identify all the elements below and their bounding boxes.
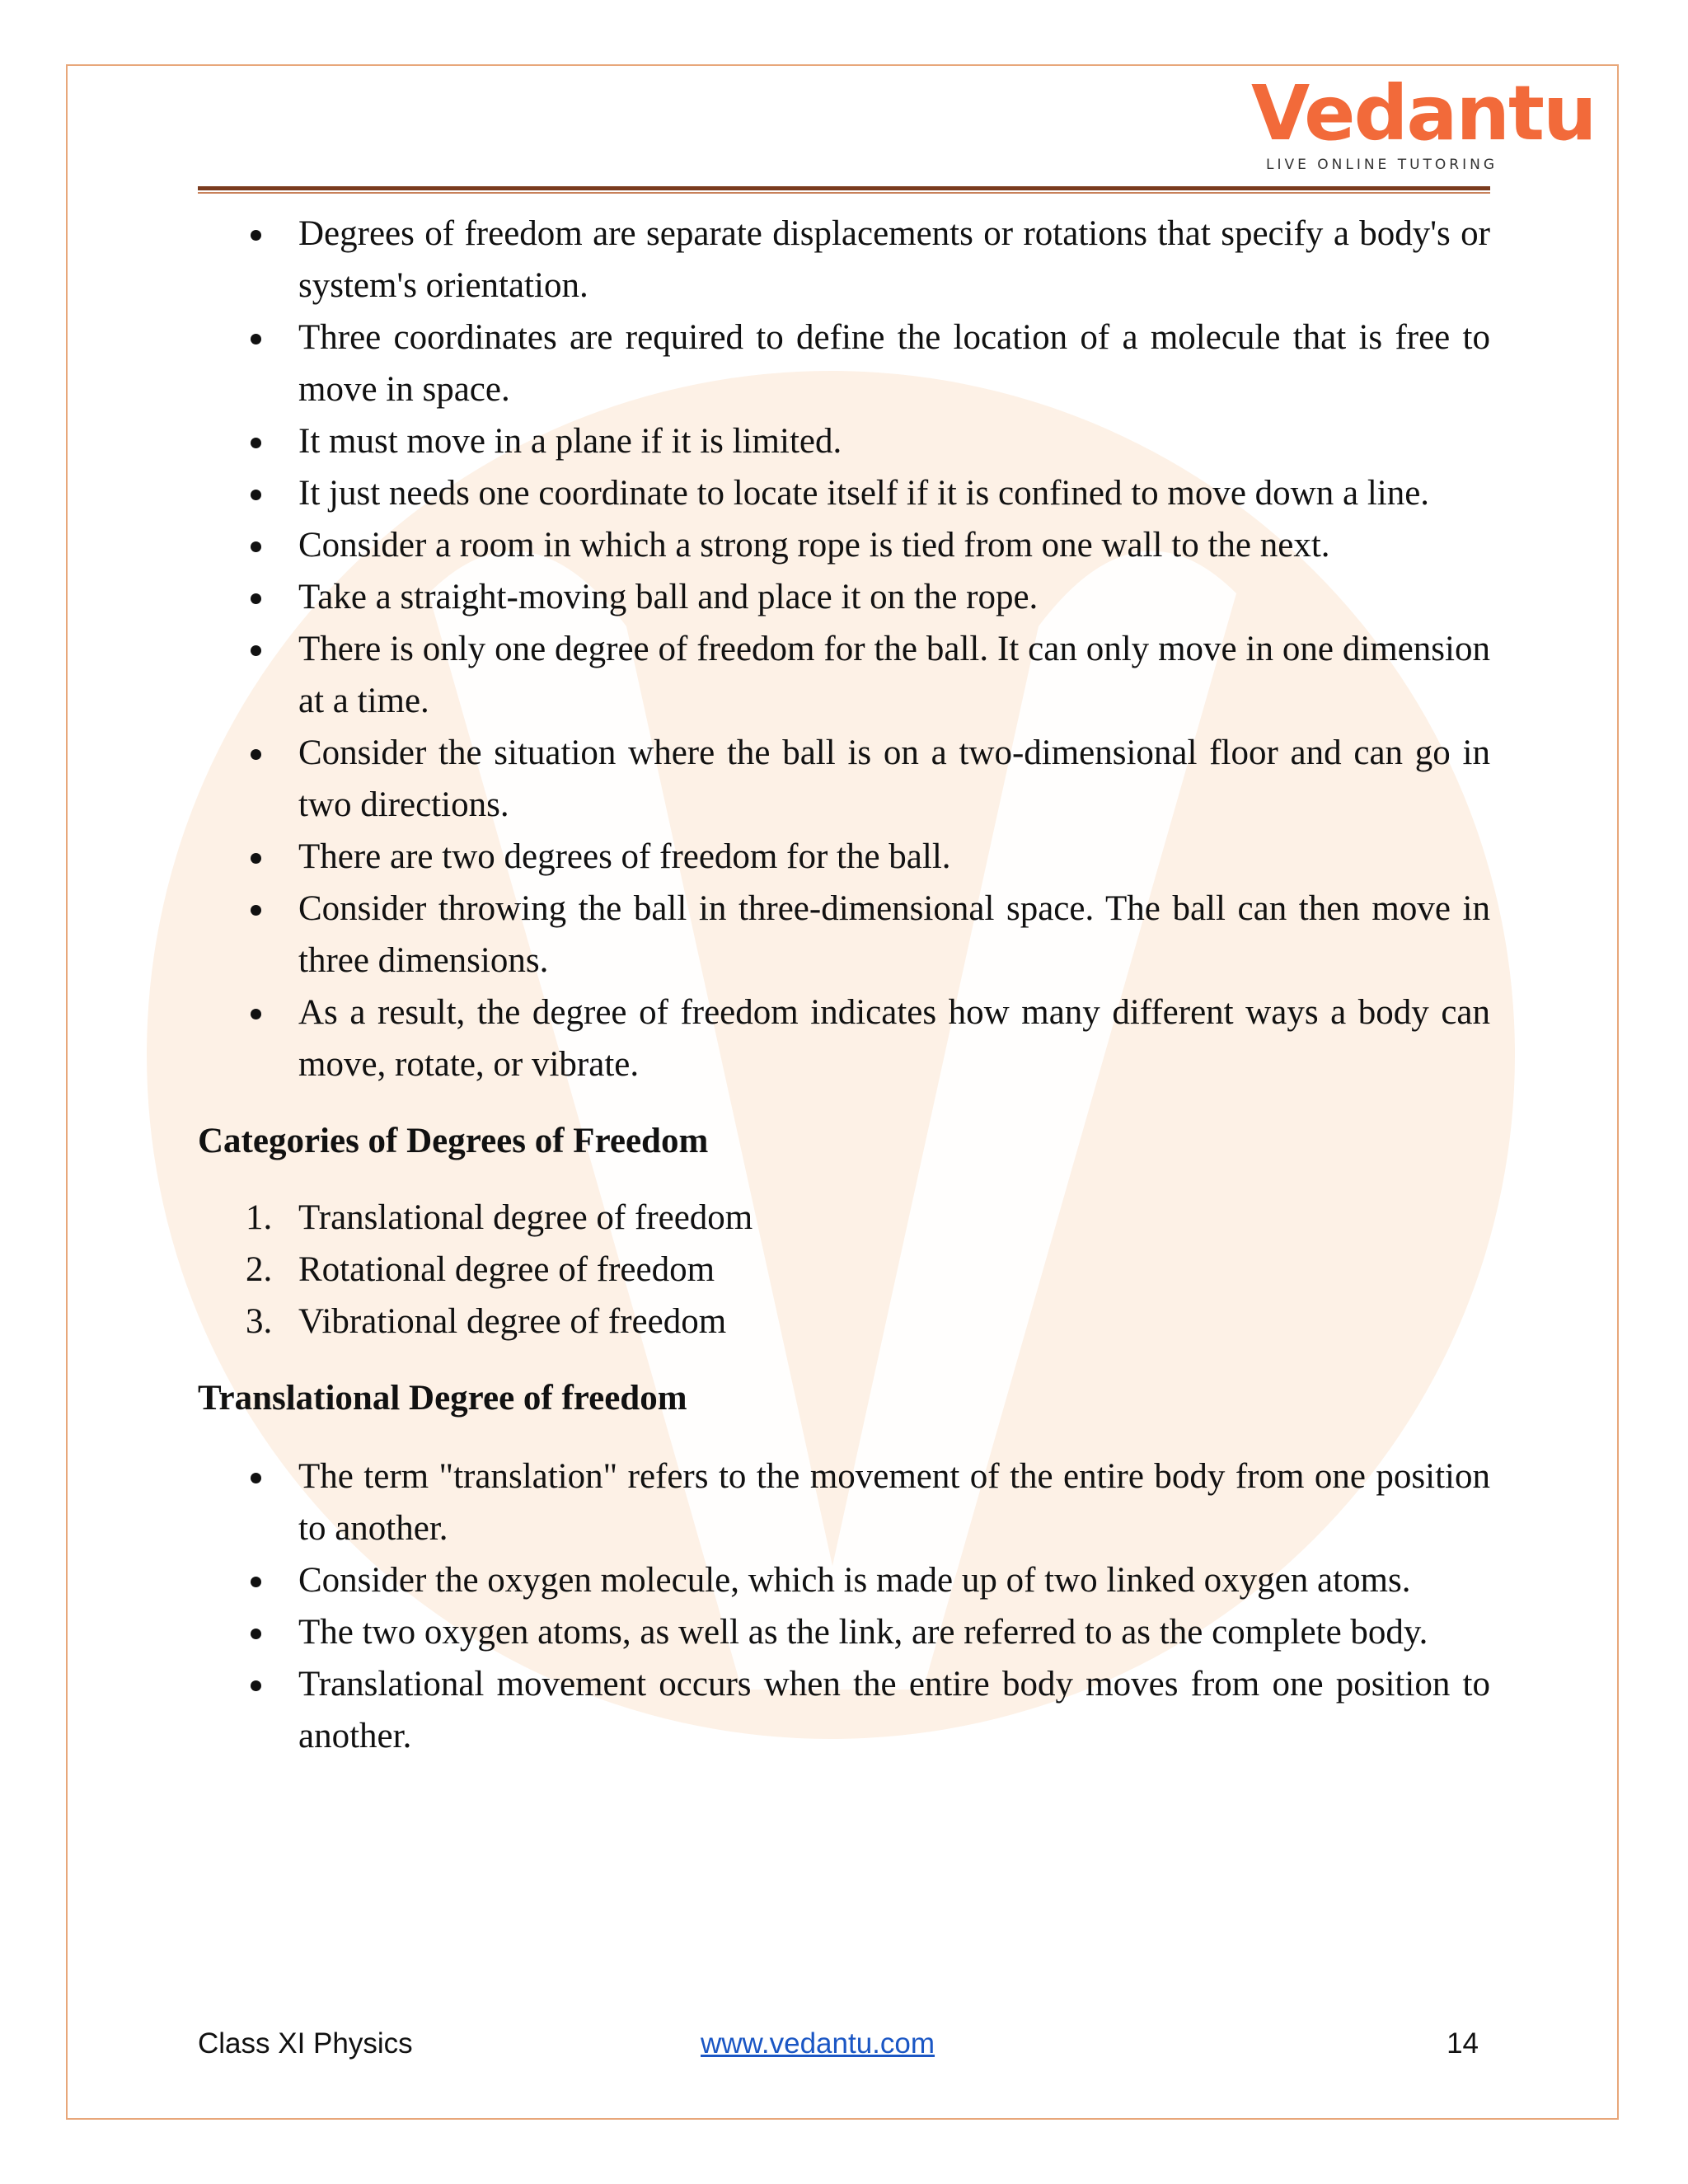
bullet-icon <box>251 749 261 760</box>
categories-list <box>198 1192 1490 1347</box>
list-item <box>198 1244 1490 1296</box>
list-item-text: There is only one degree of freedom for the ball. It can only move in one dimension at a time. <box>298 630 1490 720</box>
list-item <box>198 1658 1490 1762</box>
page-content <box>198 208 1490 1762</box>
list-item <box>198 312 1490 415</box>
translational-heading: Translational Degree of freedom <box>198 1379 687 1418</box>
list-item-text: Three coordinates are required to define the location of a molecule that is free to move in space. <box>298 318 1490 409</box>
categories-heading: Categories of Degrees of Freedom <box>198 1122 709 1160</box>
list-item-text: Consider a room in which a strong rope is tied from one wall to the next. <box>298 526 1330 565</box>
list-item <box>198 727 1490 831</box>
list-item-text: It must move in a plane if it is limited. <box>298 422 842 461</box>
bullet-icon <box>251 541 261 552</box>
list-item <box>198 1451 1490 1554</box>
intro-bullet-list <box>198 208 1490 1090</box>
translational-bullet-list <box>198 1451 1490 1762</box>
list-item <box>198 987 1490 1090</box>
logo-wordmark: Vedantu <box>1251 69 1596 157</box>
list-item-text: Degrees of freedom are separate displacements or rotations that specify a body's or system's orientation. <box>298 214 1490 305</box>
list-item <box>198 883 1490 987</box>
bullet-icon <box>251 1629 261 1639</box>
page-footer <box>198 2027 1490 2069</box>
list-item-text: Rotational degree of freedom <box>298 1250 715 1289</box>
footer-class-label: Class XI Physics <box>198 2027 413 2060</box>
bullet-icon <box>251 1577 261 1587</box>
list-item-text: Consider throwing the ball in three-dimensional space. The ball can then move in three dimensions. <box>298 889 1490 980</box>
bullet-icon <box>251 593 261 604</box>
list-item-text: Take a straight-moving ball and place it on the rope. <box>298 578 1039 616</box>
list-item-text: Consider the situation where the ball is on a two-dimensional floor and can go in two directions. <box>298 733 1490 824</box>
list-item-text: There are two degrees of freedom for the ball. <box>298 837 951 876</box>
bullet-icon <box>251 1473 261 1483</box>
list-item-number: 1. <box>246 1198 273 1237</box>
list-item-text: Translational degree of freedom <box>298 1198 753 1237</box>
list-item-number: 3. <box>246 1302 273 1341</box>
bullet-icon <box>251 1680 261 1691</box>
bullet-icon <box>251 905 261 916</box>
list-item <box>198 831 1490 883</box>
list-item <box>198 1192 1490 1244</box>
list-item <box>198 571 1490 623</box>
bullet-icon <box>251 490 261 500</box>
bullet-icon <box>251 1009 261 1019</box>
list-item <box>198 623 1490 727</box>
list-item-text: The term "translation" refers to the movement of the entire body from one position to another. <box>298 1457 1490 1548</box>
bullet-icon <box>251 438 261 448</box>
footer-website-link[interactable]: www.vedantu.com <box>701 2027 935 2060</box>
header-rule-thin <box>198 192 1490 194</box>
list-item-text: As a result, the degree of freedom indicates how many different ways a body can move, rotate, or vibrate. <box>298 993 1490 1084</box>
list-item-text: Vibrational degree of freedom <box>298 1302 727 1341</box>
list-item-text: The two oxygen atoms, as well as the link, are referred to as the complete body. <box>298 1613 1428 1652</box>
vedantu-logo[interactable] <box>1236 69 1596 175</box>
header-rule-thick <box>198 186 1490 190</box>
list-item <box>198 1554 1490 1606</box>
list-item-number: 2. <box>246 1250 273 1289</box>
bullet-icon <box>251 853 261 864</box>
list-item <box>198 467 1490 519</box>
list-item <box>198 519 1490 571</box>
logo-tagline: LIVE ONLINE TUTORING <box>1266 157 1498 173</box>
list-item <box>198 1606 1490 1658</box>
list-item <box>198 1296 1490 1347</box>
bullet-icon <box>251 645 261 656</box>
list-item-text: Translational movement occurs when the entire body moves from one position to another. <box>298 1665 1490 1755</box>
bullet-icon <box>251 230 261 241</box>
list-item-text: It just needs one coordinate to locate itself if it is confined to move down a line. <box>298 474 1430 513</box>
list-item-text: Consider the oxygen molecule, which is made up of two linked oxygen atoms. <box>298 1561 1411 1600</box>
bullet-icon <box>251 334 261 344</box>
list-item <box>198 415 1490 467</box>
list-item <box>198 208 1490 312</box>
page-number: 14 <box>1447 2027 1479 2060</box>
